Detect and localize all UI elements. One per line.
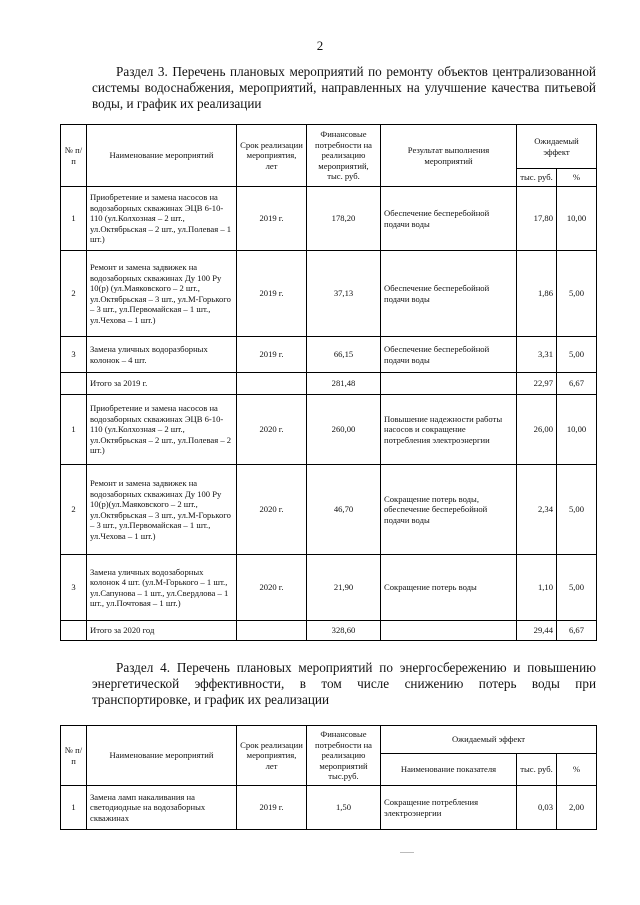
row-finance: 46,70	[307, 465, 381, 555]
row-num: 3	[61, 555, 87, 621]
row-finance: 178,20	[307, 187, 381, 251]
row-term: 2020 г.	[237, 555, 307, 621]
row-pct: 2,00	[557, 786, 597, 830]
header-result: Результат выполнения мероприятий	[381, 125, 517, 187]
row-name: Замена уличных водозаборных колонок 4 шт. (ул.М-Горького – 1 шт., ул.Сапунова – 1 шт., ул.Свердлова – 1 шт., ул.Почтовая – 1 шт.)	[87, 555, 237, 621]
row-result: Сокращение потерь воды, обеспечение бесперебойной подачи воды	[381, 465, 517, 555]
row-num: 1	[61, 187, 87, 251]
row-num: 3	[61, 337, 87, 373]
header-finance: Финансовые потребности на реализацию мероприятий тыс.руб.	[307, 726, 381, 786]
row-pct: 5,00	[557, 555, 597, 621]
header-effect-pct: %	[557, 754, 597, 786]
row-name: Ремонт и замена задвижек на водозаборных скважинах Ду 100 Ру 10(р) (ул.Маяковского – 2 шт., ул.Октябрьская – 3 шт., ул.М-Горького – 3 шт., ул.Первомайская – 1 шт., ул.Чехова – 1 шт.)	[87, 251, 237, 337]
row-name: Приобретение и замена насосов на водозаборных скважинах ЭЦВ 6-10-110 (ул.Колхозная – 2 шт., ул.Октябрьская – 2 шт., ул.Полевая – 2 шт.)	[87, 395, 237, 465]
header-effect: Ожидаемый эффект	[381, 726, 597, 754]
section-3-table	[60, 124, 597, 641]
row-result: Сокращение потерь воды	[381, 555, 517, 621]
row-rub: 1,10	[517, 555, 557, 621]
table-row	[61, 251, 597, 337]
row-rub: 1,86	[517, 251, 557, 337]
table-row	[61, 337, 597, 373]
total-pct: 6,67	[557, 373, 597, 395]
row-pct: 10,00	[557, 187, 597, 251]
header-indicator: Наименование показателя	[381, 754, 517, 786]
row-num: 2	[61, 251, 87, 337]
row-name: Замена уличных водоразборных колонок – 4 шт.	[87, 337, 237, 373]
row-name: Ремонт и замена задвижек на водозаборных скважинах Ду 100 Ру 10(р)(ул.Маяковского – 2 шт., ул.Октябрьская – 3 шт., ул.М-Горького – 3 шт., ул.Первомайская – 1 шт., ул.Чехова – 1 шт.)	[87, 465, 237, 555]
total-label: Итого за 2020 год	[87, 621, 237, 641]
row-term: 2019 г.	[237, 251, 307, 337]
row-name: Приобретение и замена насосов на водозаборных скважинах ЭЦВ 6-10-110 (ул.Колхозная – 2 шт., ул.Октябрьская – 2 шт., ул.Полевая – 1 шт.)	[87, 187, 237, 251]
total-row-2020	[61, 621, 597, 641]
total-finance: 328,60	[307, 621, 381, 641]
row-term: 2019 г.	[237, 337, 307, 373]
section-4-table	[60, 725, 597, 830]
header-effect-rub: тыс. руб.	[517, 169, 557, 187]
header-name: Наименование мероприятий	[87, 125, 237, 187]
table-row	[61, 465, 597, 555]
total-rub: 29,44	[517, 621, 557, 641]
row-rub: 17,80	[517, 187, 557, 251]
total-finance: 281,48	[307, 373, 381, 395]
header-term: Срок реализации мероприятия, лет	[237, 125, 307, 187]
row-finance: 66,15	[307, 337, 381, 373]
row-finance: 21,90	[307, 555, 381, 621]
total-label: Итого за 2019 г.	[87, 373, 237, 395]
row-result: Повышение надежности работы насосов и сокращение потребления электроэнергии	[381, 395, 517, 465]
row-term: 2019 г.	[237, 187, 307, 251]
row-rub: 26,00	[517, 395, 557, 465]
page-number: 2	[316, 38, 324, 53]
header-term: Срок реализации мероприятия, лет	[237, 726, 307, 786]
header-name: Наименование мероприятий	[87, 726, 237, 786]
section-3-heading: Раздел 3. Перечень плановых мероприятий по ремонту объектов централизованной системы водоснабжения, мероприятий, направленных на улучшение качества питьевой воды, и график их реализации	[92, 64, 596, 111]
row-result: Обеспечение бесперебойной подачи воды	[381, 251, 517, 337]
row-result: Обеспечение бесперебойной подачи воды	[381, 337, 517, 373]
header-num: № п/п	[61, 125, 87, 187]
header-effect-pct: %	[557, 169, 597, 187]
row-pct: 10,00	[557, 395, 597, 465]
table-row	[61, 555, 597, 621]
row-term: 2019 г.	[237, 786, 307, 830]
row-finance: 260,00	[307, 395, 381, 465]
table-row	[61, 786, 597, 830]
row-rub: 2,34	[517, 465, 557, 555]
total-row-2019	[61, 373, 597, 395]
header-finance: Финансовые потребности на реализацию мероприятий, тыс. руб.	[307, 125, 381, 187]
row-finance: 37,13	[307, 251, 381, 337]
row-num: 1	[61, 395, 87, 465]
table-row	[61, 187, 597, 251]
total-pct: 6,67	[557, 621, 597, 641]
row-num: 1	[61, 786, 87, 830]
row-term: 2020 г.	[237, 395, 307, 465]
header-effect: Ожидаемый эффект	[517, 125, 597, 169]
row-rub: 0,03	[517, 786, 557, 830]
row-pct: 5,00	[557, 337, 597, 373]
table-row	[61, 395, 597, 465]
row-pct: 5,00	[557, 465, 597, 555]
header-num: № п/п	[61, 726, 87, 786]
row-indicator: Сокращение потребления электроэнергии	[381, 786, 517, 830]
row-result: Обеспечение бесперебойной подачи воды	[381, 187, 517, 251]
row-term: 2020 г.	[237, 465, 307, 555]
section-4-heading: Раздел 4. Перечень плановых мероприятий по энергосбережению и повышению энергетической эффективности, в том числе снижению потерь воды при транспортировке, и график их реализации	[92, 660, 596, 707]
row-finance: 1,50	[307, 786, 381, 830]
row-name: Замена ламп накаливания на светодиодные на водозаборных скважинах	[87, 786, 237, 830]
row-pct: 5,00	[557, 251, 597, 337]
header-effect-rub: тыс. руб.	[517, 754, 557, 786]
row-num: 2	[61, 465, 87, 555]
footer-mark	[400, 852, 414, 853]
total-rub: 22,97	[517, 373, 557, 395]
row-rub: 3,31	[517, 337, 557, 373]
